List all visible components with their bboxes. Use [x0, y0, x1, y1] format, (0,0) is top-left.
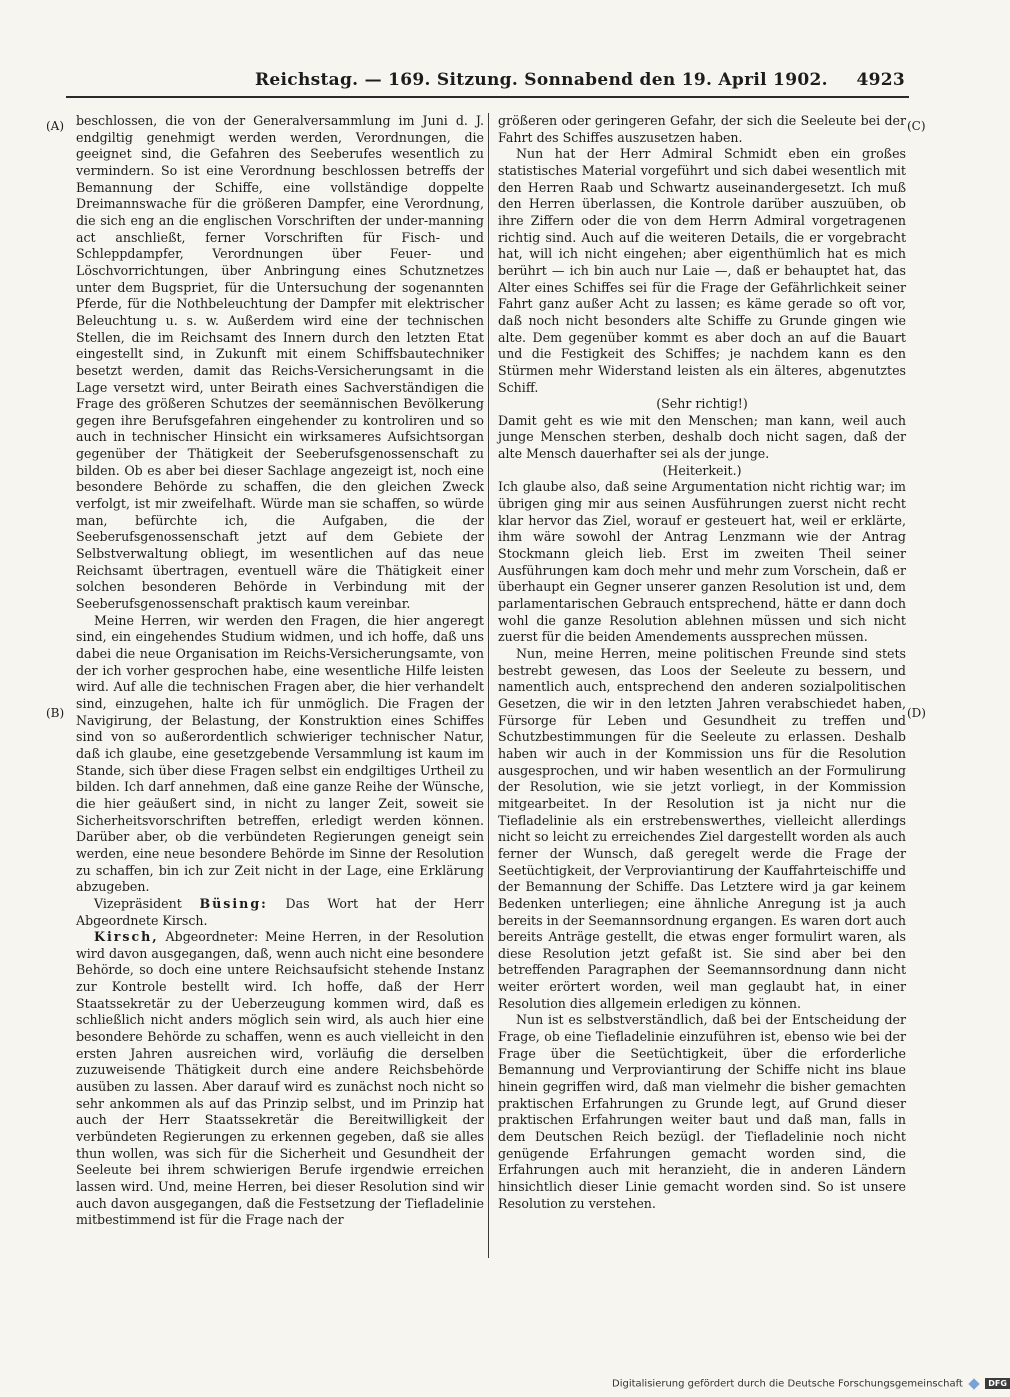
running-head: Reichstag. — 169. Sitzung. Sonnabend den 19. April 1902.: [255, 70, 828, 90]
paragraph: Nun, meine Herren, meine politischen Freunde sind stets bestrebt gewesen, das Loos der Seeleute zu bessern, und namentlich auch, entsprechend den anderen sozialpolitischen Gesetzen, die wir in den letzten Jahren verabschiedet haben, Fürsorge für Leben und Gesundheit zu treffen und Schutzbestimmungen für die Seeleute zu erlassen. Deshalb haben wir auch in der Kommission uns für die Resolution ausgesprochen, und wir haben wesentlich an der Formulirung der Resolution, wie sie jetzt vorliegt, in der Kommission mitgearbeitet. In der Resolution ist ja nicht nur die Tiefladelinie als ein erstrebenswerthes, vielleicht allerdings nicht so leicht zu erreichendes Ziel dargestellt worden als auch ferner der Wunsch, daß geregelt werde die Frage der Seetüchtigkeit, der Verproviantirung der Kauffahrteischiffe und der Bemannung der Schiffe. Das Letztere wird ja gar keinem Bedenken unterliegen; eine ähnliche Anregung ist ja auch bereits in der Seemannsordnung ergangen. Es waren dort auch bereits Anträge gestellt, die etwas enger formulirt waren, als diese Resolution jetzt gefaßt ist. Sie sind aber bei den betreffenden Paragraphen der Seemannsordnung dann nicht weiter erörtert worden, weil man geglaubt hat, in einer Resolution dies allgemein erledigen zu können.: [498, 646, 907, 1011]
speaker-text: Das Wort hat der Herr Abgeordnete Kirsch.: [76, 895, 484, 928]
dfg-logo-icon: [968, 1378, 979, 1389]
margin-marker-c: (C): [907, 119, 926, 133]
column-divider: [488, 113, 489, 1258]
speaker-text: Abgeordneter: Meine Herren, in der Resolution wird davon ausgegangen, daß, wenn auch nicht eine besondere Behörde, so doch eine untere Reichsaufsicht stehende Instanz zur Kontrole bestellt wird. Ich hoffe, daß der Herr Staatssekretär zu der Ueberzeugung kommen wird, daß es schließlich nicht anders möglich sein wird, als auch hier eine besondere Behörde zu schaffen, wenn es auch vielleicht in den ersten Jahren ausreichen wird, vorläufig die derselben zuzuweisende Thätigkeit durch eine andere Reichsbehörde ausüben zu lassen. Aber darauf wird es zunächst noch nicht so sehr ankommen als auf das Prinzip selbst, und im Prinzip hat auch der Herr Staatssekretär die Bereitwilligkeit der verbündeten Regierungen zu erkennen gegeben, daß sie alles thun wollen, was sich für die Sicherheit und Gesundheit der Seeleute bei ihrem schwierigen Berufe irgendwie erreichen lassen wird. Und, meine Herren, bei dieser Resolution sind wir auch davon ausgegangen, daß die Festsetzung der Tiefladelinie mitbestimmend ist für die Frage nach der: [76, 929, 484, 1228]
paragraph: Damit geht es wie mit den Menschen; man kann, weil auch junge Menschen sterben, deshalb doch nicht sagen, daß der alte Mensch dauerhafter sei als der junge.: [498, 412, 906, 462]
page-header: [255, 70, 905, 96]
paragraph: größeren oder geringeren Gefahr, der sich die Seeleute bei der Fahrt des Schiffes auszusetzen haben.: [498, 113, 906, 145]
dfg-badge: DFG: [985, 1378, 1010, 1389]
speaker-role: Vizepräsident: [94, 895, 182, 911]
interjection: (Sehr richtig!): [656, 396, 748, 412]
paragraph: Ich glaube also, daß seine Argumentation nicht richtig war; im übrigen ging mir aus seinen Ausführungen zuerst nicht recht klar hervor das Ziel, worauf er gesteuert hat, weil er erklärte, ihm wäre sowohl der Antrag Lenzmann wie der Antrag Stockmann gleich lieb. Erst im zweiten Theil seiner Ausführungen kam doch mehr und mehr zum Vorschein, daß er überhaupt ein Gegner unserer ganzen Resolution ist und, dem parlamentarischen Gebrauch entsprechend, hätte er dann doch wohl die ganze Resolution ablehnen müssen und sich nicht zuerst für die beiden Amendements aussprechen müssen.: [498, 479, 906, 645]
margin-marker-a: (A): [46, 119, 65, 133]
page-number: 4923: [856, 70, 905, 90]
right-column: [498, 113, 906, 1212]
credit-text: Digitalisierung gefördert durch die Deutsche Forschungsgemeinschaft: [612, 1378, 963, 1390]
speaker-paragraph: [76, 896, 484, 929]
left-column: [76, 113, 484, 1229]
paragraph: Meine Herren, wir werden den Fragen, die hier angeregt sind, ein eingehendes Studium widmen, und ich hoffe, daß uns dabei die neue Organisation im Reichs-Versicherungsamte, von der ich vorher gesprochen habe, eine wesentliche Hilfe leisten wird. Auf alle die technischen Fragen aber, die hier verhandelt sind, einzugehen, halte ich für unmöglich. Die Fragen der Navigirung, der Belastung, der Konstruktion eines Schiffes sind von so außerordentlich schwieriger technischer Natur, daß ich glaube, eine gesetzgebende Versammlung ist kaum im Stande, sich über diese Fragen selbst ein endgiltiges Urtheil zu bilden. Ich darf annehmen, daß eine ganze Reihe der Wünsche, die hier geäußert sind, in nicht zu langer Zeit, soweit sie Sicherheitsvorschriften betreffen, erledigt werden können. Darüber aber, ob die verbündeten Regierungen geneigt sein werden, eine neue besondere Behörde im Sinne der Resolution zu schaffen, bin ich zur Zeit nicht in der Lage, eine Erklärung abzugeben.: [76, 612, 484, 895]
paragraph: Nun hat der Herr Admiral Schmidt eben ein großes statistisches Material vorgeführt und sich dabei wesentlich mit den Herren Raab und Schwartz auseinandergesetzt. Ich muß den Herren überlassen, die Kontrole darüber auszuüben, ob ihre Ziffern oder die von dem Herrn Admiral vorgetragenen richtig sind. Auch auf die weiteren Details, die er vorgebracht hat, will ich nicht eingehen; aber eigenthümlich hat es mich berührt — ich bin auch nur Laie —, daß er behauptet hat, das Alter eines Schiffes sei für die Frage der Gefährlichkeit seiner Fahrt ganz außer Acht zu lassen; es käme gerade so oft vor, daß noch nicht besonders alte Schiffe zu Grunde gingen wie alte. Dem gegenüber kommt es aber doch an auf die Bauart und die Festigkeit des Schiffes; je nachdem kann es den Stürmen mehr Widerstand leisten als ein älteres, abgenutztes Schiff.: [498, 146, 906, 395]
interjection: (Heiterkeit.): [662, 462, 742, 478]
paragraph: Nun ist es selbstverständlich, daß bei der Entscheidung der Frage, ob eine Tiefladelinie einzuführen ist, ebenso wie bei der Frage über die Seetüchtigkeit, über die erforderliche Bemannung und Verproviantirung der Schiffe nicht ins blaue hinein gegriffen wird, daß man vielmehr die bisher gemachten praktischen Erfahrungen zu Grunde legt, auf Grund dieser praktischen Erfahrungen weiter baut und daß man, falls in dem Deutschen Reich bezügl. der Tiefladelinie noch nicht genügende Erfahrungen gemacht worden sind, die Erfahrungen auch mit heranzieht, die in anderen Ländern hinsichtlich dieser Linie gemacht worden sind. So ist unsere Resolution zu verstehen.: [498, 1012, 906, 1211]
speaker-paragraph: [76, 929, 484, 1229]
margin-marker-d: (D): [907, 706, 926, 720]
paragraph: beschlossen, die von der Generalversammlung im Juni d. J. endgiltig genehmigt werden werden, Verordnungen, die geeignet sind, die Gefahren des Seeberufes wesentlich zu vermindern. So ist eine Verordnung beschlossen betreffs der Bemannung der Schiffe, eine vollständige doppelte Dreimannswache für die größeren Dampfer, eine Verordnung, die sich eng an die englischen Vorschriften der under-manning act anschließt, ferner Vorschriften für Fisch- und Schleppdampfer, Verordnungen über Feuer- und Löschvorrichtungen, über Anbringung eines Schutznetzes unter dem Bugspriet, für die Untersuchung der sogenannten Pferde, für die Nothbeleuchtung der Dampfer mit elektrischer Beleuchtung u. s. w. Außerdem wird eine der technischen Stellen, die im Reichsamt des Innern durch den letzten Etat eingestellt sind, in Zukunft mit einem Schiffsbautechniker besetzt werden, damit das Reichs-Versicherungsamt in die Lage versetzt wird, unter Beirath eines Sachverständigen die Frage des größeren Schutzes der seemännischen Bevölkerung gegen ihre Berufsgefahren eingehender zu kontroliren und so auch in technischer Hinsicht ein wirksameres Aufsichtsorgan gegenüber der Thätigkeit der Seeberufsgenossenschaft zu bilden. Ob es aber bei dieser Sachlage angezeigt ist, noch eine besondere Behörde zu schaffen, die den gleichen Zweck verfolgt, ist mir zweifelhaft. Würde man sie schaffen, so würde man, befürchte ich, die Aufgaben, die der Seeberufsgenossenschaft jetzt auf dem Gebiete der Selbstverwaltung obliegt, im wesentlichen auf das neue Reichsamt übertragen, eventuell wäre die Thätigkeit einer solchen besonderen Behörde in Verbindung mit der Seeberufsgenossenschaft praktisch kaum vereinbar.: [76, 113, 484, 612]
header-rule: [66, 96, 909, 98]
margin-marker-b: (B): [46, 706, 65, 720]
digitization-credit: [612, 1378, 1010, 1392]
speaker-name: Kirsch,: [94, 929, 159, 945]
speaker-name: Büsing:: [199, 895, 268, 911]
